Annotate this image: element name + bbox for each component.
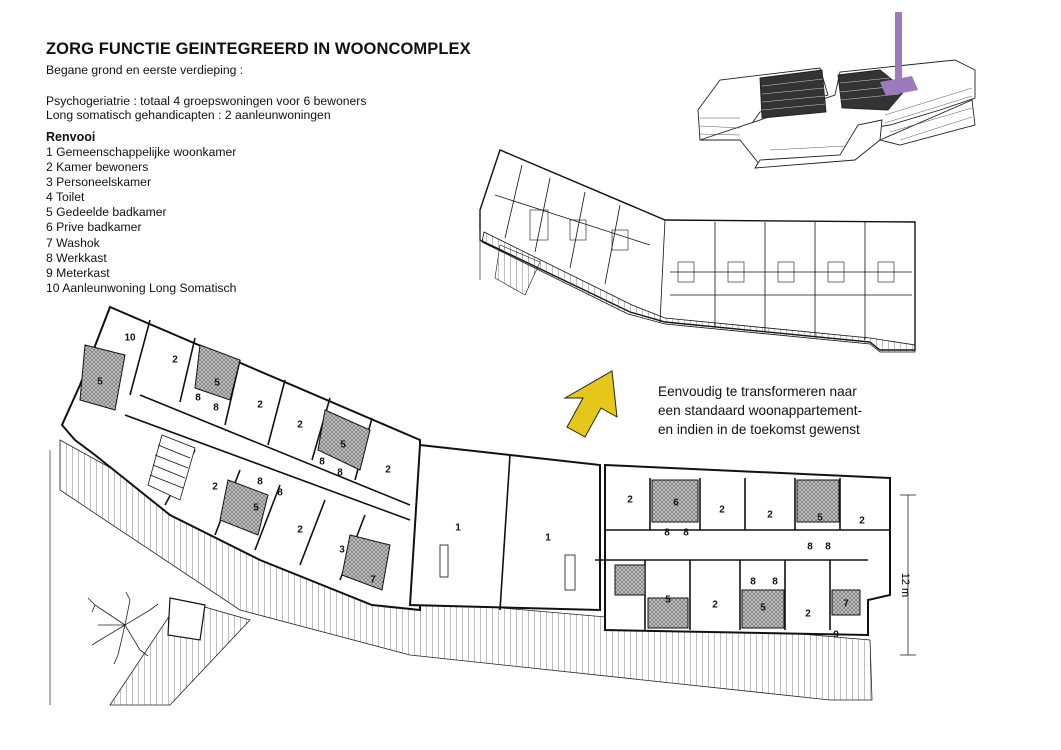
info-line-psychogeriatrie: Psychogeriatrie : totaal 4 groepswoningen voor 6 bewoners (46, 94, 367, 108)
legend-item: 1 Gemeenschappelijke woonkamer (46, 145, 237, 159)
legend-item: 9 Meterkast (46, 265, 110, 280)
room-label: 5 (97, 376, 103, 388)
room-label: 8 (213, 402, 219, 414)
room-label: 8 (337, 467, 343, 479)
transform-arrow (565, 371, 617, 437)
room-label: 2 (257, 399, 263, 411)
room-label: 8 (750, 576, 756, 588)
room-label: 2 (385, 464, 391, 476)
room-label: 5 (760, 602, 766, 614)
page-title: ZORG FUNCTIE GEINTEGREERD IN WOONCOMPLEX (46, 40, 471, 58)
room-label: 1 (455, 522, 461, 534)
room-label: 8 (319, 456, 325, 468)
legend-item: 5 Gedeelde badkamer (46, 205, 167, 220)
room-label: 3 (339, 544, 345, 556)
legend-item: 4 Toilet (46, 190, 85, 205)
room-label: 2 (805, 608, 811, 620)
highlight-tower (895, 12, 902, 82)
dimension-label: 12 m (899, 572, 911, 598)
room-label: 7 (370, 574, 376, 586)
room-label: 2 (712, 599, 718, 611)
room-label: 8 (772, 576, 778, 588)
legend-item: 6 Prive badkamer (46, 220, 142, 235)
room-label: 5 (340, 439, 346, 451)
legend-heading: Renvooi (46, 130, 96, 144)
room-label: 6 (673, 497, 679, 509)
room-label: 2 (172, 354, 178, 366)
room-label: 9 (833, 629, 839, 641)
legend-item: 10 Aanleunwoning Long Somatisch (46, 280, 237, 295)
note-line: een standaard woonappartement- (658, 403, 863, 418)
room-label: 1 (545, 532, 551, 544)
room-label: 2 (859, 515, 865, 527)
note-line: en indien in de toekomst gewenst (658, 422, 860, 437)
room-label: 7 (843, 598, 849, 610)
room-label: 5 (817, 512, 823, 524)
room-label: 5 (253, 502, 259, 514)
legend-item: 7 Washok (46, 235, 100, 250)
room-label: 2 (719, 504, 725, 516)
legend-item: 8 Werkkast (46, 250, 107, 265)
room-label: 8 (257, 476, 263, 488)
room-label: 2 (297, 419, 303, 431)
room-label: 8 (825, 541, 831, 553)
room-label: 2 (212, 481, 218, 493)
room-label: 8 (277, 487, 283, 499)
room-label: 2 (297, 524, 303, 536)
legend-item: 2 Kamer bewoners (46, 160, 149, 175)
upper-floor-plan (480, 150, 915, 352)
room-label: 8 (195, 392, 201, 404)
legend-item: 3 Personeelskamer (46, 175, 151, 190)
room-label: 8 (664, 527, 670, 539)
room-label: 8 (683, 527, 689, 539)
info-line-long-somatisch: Long somatisch gehandicapten : 2 aanleunwoningen (46, 108, 331, 122)
room-label: 2 (627, 494, 633, 506)
room-label: 10 (124, 332, 136, 344)
room-label: 5 (214, 377, 220, 389)
subtitle: Begane grond en eerste verdieping : (46, 63, 244, 77)
room-label: 8 (807, 541, 813, 553)
room-label: 2 (767, 509, 773, 521)
note-line: Eenvoudig te transformeren naar (658, 384, 857, 399)
building-3d-sketch (698, 12, 975, 168)
room-label: 5 (665, 594, 671, 606)
